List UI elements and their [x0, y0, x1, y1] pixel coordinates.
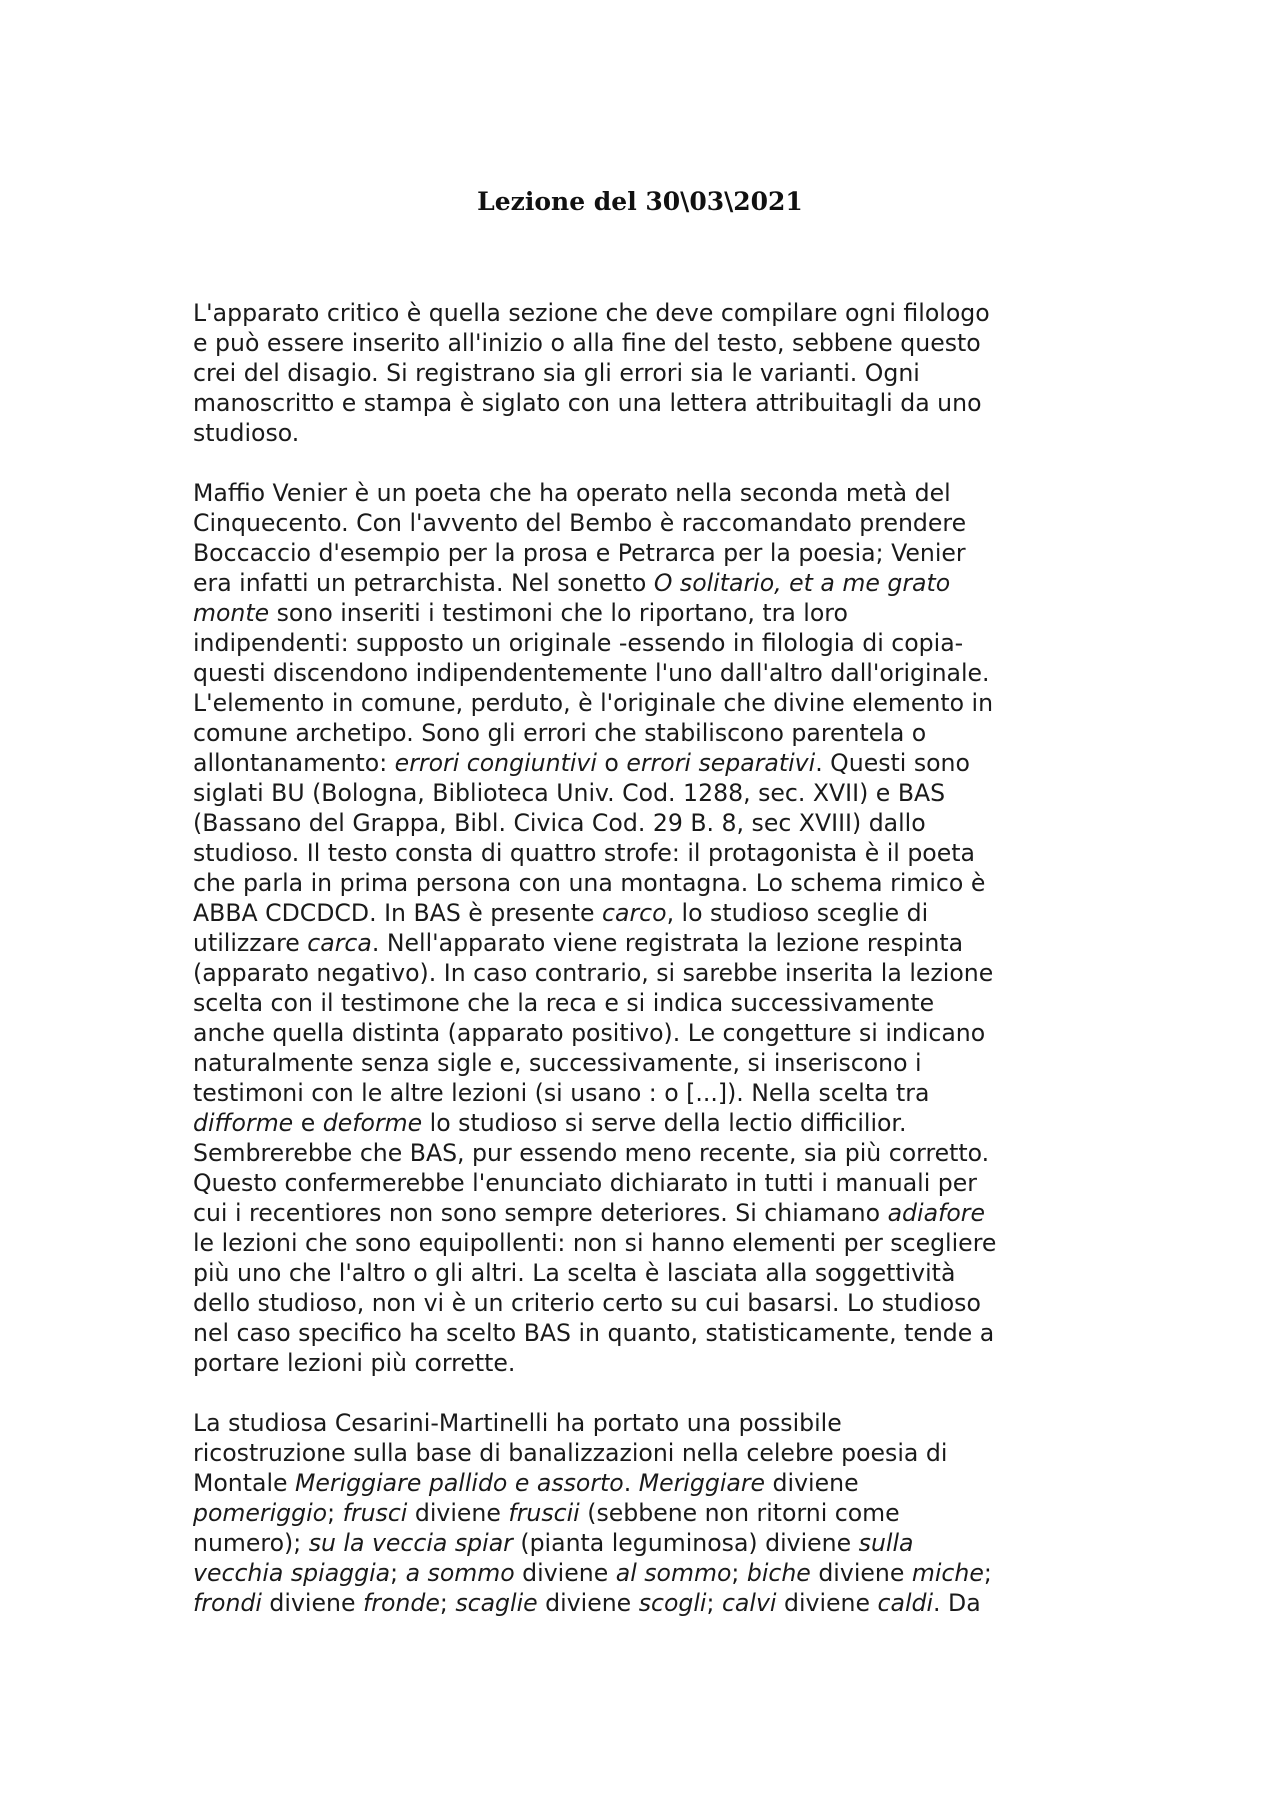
text-run: diviene	[776, 1589, 878, 1617]
text-run: naturalmente senza sigle e, successivamente, si inseriscono i	[193, 1049, 922, 1077]
text-run: ;	[731, 1559, 747, 1587]
text-line	[193, 1558, 1093, 1588]
italic-text: Meriggiare	[638, 1469, 766, 1497]
text-line	[193, 778, 1093, 808]
text-line	[193, 1168, 1093, 1198]
text-line	[193, 1258, 1093, 1288]
text-run: siglati BU (Bologna, Biblioteca Univ. Cod. 1288, sec. XVII) e BAS	[193, 779, 946, 807]
text-line	[193, 928, 1093, 958]
text-run: utilizzare	[193, 929, 308, 957]
text-run: L'elemento in comune, perduto, è l'originale che divine elemento in	[193, 689, 994, 717]
text-run: L'apparato critico è quella sezione che deve compilare ogni filologo	[193, 299, 990, 327]
text-run: . Questi sono	[815, 749, 970, 777]
text-run: diviene	[810, 1559, 912, 1587]
text-line	[193, 808, 1093, 838]
text-run: indipendenti: supposto un originale -essendo in filologia di copia-	[193, 629, 964, 657]
text-line	[193, 388, 1093, 418]
text-run: era infatti un petrarchista. Nel sonetto	[193, 569, 654, 597]
text-run: . Nell'apparato viene registrata la lezione respinta	[371, 929, 964, 957]
text-line	[193, 478, 1093, 508]
text-line	[193, 418, 1093, 448]
text-run: o	[596, 749, 627, 777]
text-run: (apparato negativo). In caso contrario, si sarebbe inserita la lezione	[193, 959, 994, 987]
italic-text: deforme	[322, 1109, 423, 1137]
text-run: Maffio Venier è un poeta che ha operato nella seconda metà del	[193, 479, 951, 507]
italic-text: monte	[193, 599, 270, 627]
text-run: e può essere inserito all'inizio o alla fine del testo, sebbene questo	[193, 329, 981, 357]
italic-text: biche	[746, 1559, 811, 1587]
text-run: Cinquecento. Con l'avvento del Bembo è raccomandato prendere	[193, 509, 967, 537]
text-line	[193, 508, 1093, 538]
text-run: . Da	[933, 1589, 981, 1617]
italic-text: caldi	[877, 1589, 934, 1617]
text-run: studioso. Il testo consta di quattro strofe: il protagonista è il poeta	[193, 839, 975, 867]
text-line	[193, 1318, 1093, 1348]
text-run: ;	[983, 1559, 992, 1587]
text-run: comune archetipo. Sono gli errori che stabiliscono parentela o	[193, 719, 927, 747]
text-line	[193, 988, 1093, 1018]
text-line	[193, 598, 1093, 628]
italic-text: fruscii	[508, 1499, 580, 1527]
text-run: più uno che l'altro o gli altri. La scelta è lasciata alla soggettività	[193, 1259, 956, 1287]
text-run: anche quella distinta (apparato positivo). Le congetture si indicano	[193, 1019, 986, 1047]
italic-text: a sommo	[405, 1559, 515, 1587]
text-line	[193, 298, 1093, 328]
text-line	[193, 1498, 1093, 1528]
text-run: ricostruzione sulla base di banalizzazioni nella celebre poesia di	[193, 1439, 948, 1467]
text-line	[193, 1078, 1093, 1108]
text-run: ;	[390, 1559, 406, 1587]
text-line	[193, 568, 1093, 598]
text-line	[193, 1408, 1093, 1438]
text-run: La studiosa Cesarini-Martinelli ha portato una possibile	[193, 1409, 842, 1437]
italic-text: vecchia spiaggia	[193, 1559, 391, 1587]
italic-text: carco	[602, 899, 667, 927]
text-run: diviene	[765, 1469, 859, 1497]
text-run: Boccaccio d'esempio per la prosa e Petrarca per la poesia; Venier	[193, 539, 966, 567]
italic-text: frusci	[342, 1499, 408, 1527]
text-run: Montale	[193, 1469, 296, 1497]
text-line	[193, 898, 1093, 928]
italic-text: calvi	[721, 1589, 777, 1617]
text-line	[193, 1468, 1093, 1498]
text-line	[193, 1588, 1093, 1618]
page-title: Lezione del 30\03\2021	[477, 187, 803, 216]
text-line	[193, 1228, 1093, 1258]
paragraph	[193, 1408, 1093, 1618]
text-run: questi discendono indipendentemente l'uno dall'altro dall'originale.	[193, 659, 990, 687]
text-run: che parla in prima persona con una montagna. Lo schema rimico è	[193, 869, 986, 897]
text-run: allontanamento:	[193, 749, 395, 777]
text-run: Questo confermerebbe l'enunciato dichiarato in tutti i manuali per	[193, 1169, 977, 1197]
italic-text: carca	[307, 929, 372, 957]
text-line	[193, 328, 1093, 358]
text-line	[193, 958, 1093, 988]
text-line	[193, 1528, 1093, 1558]
paragraph	[193, 298, 1093, 448]
text-line	[193, 718, 1093, 748]
text-line	[193, 538, 1093, 568]
text-run: (pianta leguminosa) diviene	[512, 1529, 859, 1557]
italic-text: scaglie	[455, 1589, 538, 1617]
text-line	[193, 868, 1093, 898]
text-line	[193, 1108, 1093, 1138]
text-line	[193, 628, 1093, 658]
text-run: .	[623, 1469, 639, 1497]
paragraph	[193, 478, 1093, 1378]
text-run: le lezioni che sono equipollenti: non si hanno elementi per scegliere	[193, 1229, 997, 1257]
text-run: sono inseriti i testimoni che lo riportano, tra loro	[269, 599, 848, 627]
italic-text: difforme	[193, 1109, 294, 1137]
text-run: testimoni con le altre lezioni (si usano : o [...]). Nella scelta tra	[193, 1079, 930, 1107]
text-run: studioso.	[193, 419, 300, 447]
document-body	[193, 298, 1093, 1648]
text-run: , lo studioso sceglie di	[666, 899, 929, 927]
text-line	[193, 358, 1093, 388]
text-line	[193, 1288, 1093, 1318]
italic-text: sulla	[858, 1529, 914, 1557]
text-run: ;	[706, 1589, 722, 1617]
italic-text: O solitario, et a me grato	[653, 569, 951, 597]
text-run: ABBA CDCDCD. In BAS è presente	[193, 899, 603, 927]
text-line	[193, 688, 1093, 718]
text-line	[193, 1138, 1093, 1168]
text-line	[193, 1018, 1093, 1048]
italic-text: frondi	[193, 1589, 262, 1617]
text-run: diviene	[514, 1559, 616, 1587]
italic-text: su la veccia spiar	[308, 1529, 513, 1557]
text-run: lo studioso si serve della lectio difficilior.	[422, 1109, 907, 1137]
text-line	[193, 1048, 1093, 1078]
text-line	[193, 838, 1093, 868]
text-run: dello studioso, non vi è un criterio certo su cui basarsi. Lo studioso	[193, 1289, 981, 1317]
text-run: portare lezioni più corrette.	[193, 1349, 516, 1377]
text-run: diviene	[537, 1589, 639, 1617]
italic-text: scogli	[638, 1589, 707, 1617]
text-run: numero);	[193, 1529, 309, 1557]
text-run: crei del disagio. Si registrano sia gli errori sia le varianti. Ogni	[193, 359, 920, 387]
text-run: e	[293, 1109, 323, 1137]
text-run: cui i recentiores non sono sempre deteriores. Si chiamano	[193, 1199, 888, 1227]
text-run: manoscritto e stampa è siglato con una lettera attribuitagli da uno	[193, 389, 982, 417]
text-run: Sembrerebbe che BAS, pur essendo meno recente, sia più corretto.	[193, 1139, 990, 1167]
text-line	[193, 1438, 1093, 1468]
text-line	[193, 1198, 1093, 1228]
italic-text: errori congiuntivi	[394, 749, 597, 777]
italic-text: adiafore	[887, 1199, 985, 1227]
italic-text: fronde	[362, 1589, 440, 1617]
text-run: scelta con il testimone che la reca e si indica successivamente	[193, 989, 935, 1017]
text-line	[193, 658, 1093, 688]
text-line	[193, 1348, 1093, 1378]
text-run: diviene	[261, 1589, 363, 1617]
text-run: ;	[439, 1589, 456, 1617]
text-run: (sebbene non ritorni come	[579, 1499, 900, 1527]
text-run: ;	[327, 1499, 343, 1527]
italic-text: al sommo	[615, 1559, 732, 1587]
italic-text: Meriggiare pallido e assorto	[295, 1469, 624, 1497]
text-run: nel caso specifico ha scelto BAS in quanto, statisticamente, tende a	[193, 1319, 995, 1347]
italic-text: pomeriggio	[193, 1499, 328, 1527]
italic-text: miche	[911, 1559, 984, 1587]
text-run: diviene	[407, 1499, 509, 1527]
text-line	[193, 748, 1093, 778]
italic-text: errori separativi	[626, 749, 816, 777]
text-run: (Bassano del Grappa, Bibl. Civica Cod. 29 B. 8, sec XVIII) dallo	[193, 809, 926, 837]
